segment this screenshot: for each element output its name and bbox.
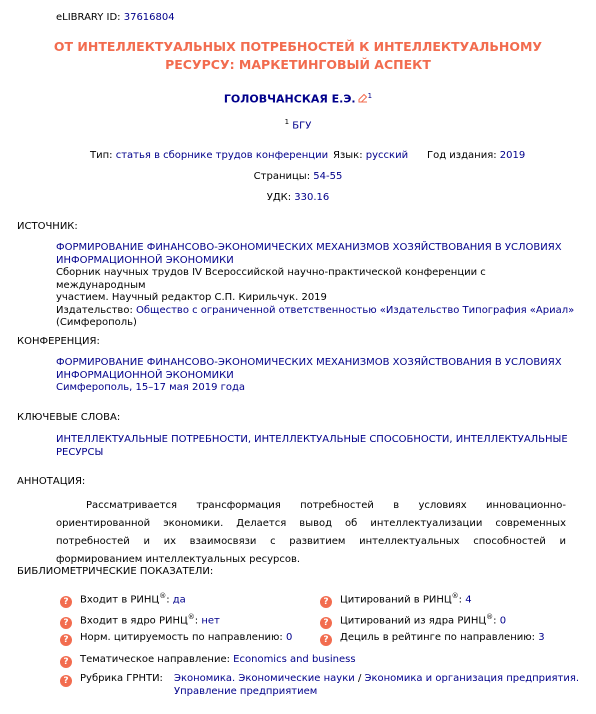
meta-pages xyxy=(0,171,596,182)
grnti-separator: / xyxy=(354,673,365,684)
article-title-line2: РЕСУРСУ: МАРКЕТИНГОВЫЙ АСПЕКТ xyxy=(165,57,431,72)
article-title xyxy=(0,38,596,74)
metric-norm-label: Норм. цитируемость по направлению: xyxy=(80,632,283,643)
meta-year xyxy=(427,150,525,161)
metric-rinc-value: да xyxy=(172,594,186,606)
metric-topic xyxy=(60,654,356,668)
elibrary-id-label: eLIBRARY ID: xyxy=(56,12,121,23)
registered-mark: ® xyxy=(451,592,459,600)
meta-year-value: 2019 xyxy=(499,150,526,161)
metric-decile-label: Дециль в рейтинге по направлению: xyxy=(340,632,536,643)
metric-decile-value: 3 xyxy=(538,632,545,643)
abstract-text: Рассматривается трансформация потребностей в условиях инновационно-ориентированной экономики. Делается вывод об интеллектуализации современных потребностей и их взаимосвязи с развитием интеллектуальных способностей и формированием интеллектуальных ресурсов. xyxy=(56,500,566,565)
meta-type-value: статья в сборнике трудов конференции xyxy=(115,150,329,161)
metric-cit-core-value: 0 xyxy=(499,615,507,627)
meta-type xyxy=(90,150,328,161)
meta-udk xyxy=(0,192,596,203)
source-publisher-label: Издательство: xyxy=(56,304,133,316)
conference-block xyxy=(56,357,576,395)
metric-cit-rinc: ? Цитирований в РИНЦ®: 4 xyxy=(320,592,472,608)
abstract-heading: АННОТАЦИЯ: xyxy=(17,476,86,487)
elibrary-id-value: 37616804 xyxy=(123,12,175,23)
meta-year-label: Год издания: xyxy=(427,150,497,161)
registered-mark: ® xyxy=(486,613,494,621)
metric-core: ? Входит в ядро РИНЦ®: нет xyxy=(60,613,220,629)
source-block xyxy=(56,242,576,330)
keywords-line2[interactable]: РЕСУРСЫ xyxy=(56,446,104,458)
meta-pages-label: Страницы: xyxy=(253,171,311,182)
metric-topic-label: Тематическое направление: xyxy=(80,654,230,665)
metric-cit-rinc-label: Цитирований в РИНЦ xyxy=(340,594,452,606)
source-publisher-link[interactable]: Общество с ограниченной ответственностью «Издательство Типография «Ариал» xyxy=(136,304,575,316)
grnti-values xyxy=(174,673,579,698)
metric-cit-core-label: Цитирований из ядра РИНЦ xyxy=(340,615,487,627)
help-icon[interactable]: ? xyxy=(60,656,72,668)
meta-pages-value: 54-55 xyxy=(313,171,343,182)
meta-lang xyxy=(333,150,408,161)
meta-udk-value: 330.16 xyxy=(294,192,330,203)
source-title-link[interactable] xyxy=(56,242,576,267)
help-icon[interactable]: ? xyxy=(60,634,72,646)
help-icon[interactable]: ? xyxy=(320,596,332,608)
source-desc-line1: Сборник научных трудов IV Всероссийской научно-практической конференции с международным xyxy=(56,267,486,291)
grnti-link-enterprise-cont[interactable]: Управление предприятием xyxy=(174,685,318,697)
metric-decile xyxy=(320,632,545,646)
grnti-link-enterprise[interactable]: Экономика и организация предприятия. xyxy=(364,673,580,684)
metric-topic-link[interactable]: Economics and business xyxy=(233,654,356,665)
article-title-line1: ОТ ИНТЕЛЛЕКТУАЛЬНЫХ ПОТРЕБНОСТЕЙ К ИНТЕЛЛЕКТУАЛЬНОМУ xyxy=(53,39,543,54)
author-affiliation-sup: 1 xyxy=(367,92,373,100)
meta-lang-value: русский xyxy=(365,150,409,161)
keywords-heading: КЛЮЧЕВЫЕ СЛОВА: xyxy=(17,412,121,423)
conference-title-line2: ИНФОРМАЦИОННОЙ ЭКОНОМИКИ xyxy=(56,369,234,381)
source-publisher xyxy=(56,305,576,330)
grnti-link-economics[interactable]: Экономика. Экономические науки xyxy=(174,673,355,684)
meta-type-label: Тип: xyxy=(90,150,113,161)
metric-core-label: Входит в ядро РИНЦ xyxy=(80,615,188,627)
help-icon[interactable]: ? xyxy=(320,617,332,629)
source-heading: ИСТОЧНИК: xyxy=(17,221,78,232)
source-title-line2: ИНФОРМАЦИОННОЙ ЭКОНОМИКИ xyxy=(56,254,234,266)
keywords-block[interactable] xyxy=(56,434,576,459)
meta-udk-label: УДК: xyxy=(266,192,292,203)
meta-lang-label: Язык: xyxy=(333,150,363,161)
source-title-line1: ФОРМИРОВАНИЕ ФИНАНСОВО-ЭКОНОМИЧЕСКИХ МЕХАНИЗМОВ ХОЗЯЙСТВОВАНИЯ В УСЛОВИЯХ xyxy=(56,242,562,253)
metric-cit-rinc-value[interactable]: 4 xyxy=(465,594,472,606)
edit-author-icon[interactable] xyxy=(358,93,368,103)
help-icon[interactable]: ? xyxy=(60,596,72,608)
metric-rinc: ? Входит в РИНЦ®: да xyxy=(60,592,186,608)
registered-mark: ® xyxy=(187,613,195,621)
source-desc-line2: участием. Научный редактор С.П. Кирильчук. 2019 xyxy=(56,292,327,303)
biblio-heading: БИБЛИОМЕТРИЧЕСКИЕ ПОКАЗАТЕЛИ: xyxy=(17,566,214,577)
metric-grnti xyxy=(60,673,163,687)
affiliation-row xyxy=(0,118,596,131)
conference-title-line1: ФОРМИРОВАНИЕ ФИНАНСОВО-ЭКОНОМИЧЕСКИХ МЕХАНИЗМОВ ХОЗЯЙСТВОВАНИЯ В УСЛОВИЯХ xyxy=(56,357,562,368)
conference-place-date: Симферополь, 15–17 мая 2019 года xyxy=(56,382,246,393)
author-row xyxy=(0,92,596,105)
affiliation-name[interactable]: БГУ xyxy=(292,120,312,132)
source-desc xyxy=(56,267,576,305)
help-icon[interactable]: ? xyxy=(60,675,72,687)
metric-norm xyxy=(60,632,292,646)
metric-norm-value: 0 xyxy=(285,632,293,643)
conference-title-link[interactable] xyxy=(56,357,576,382)
keywords-line1[interactable]: ИНТЕЛЛЕКТУАЛЬНЫЕ ПОТРЕБНОСТИ, ИНТЕЛЛЕКТУАЛЬНЫЕ СПОСОБНОСТИ, ИНТЕЛЛЕКТУАЛЬНЫЕ xyxy=(56,434,568,445)
affiliation-sup: 1 xyxy=(284,118,290,126)
registered-mark: ® xyxy=(159,592,167,600)
conference-heading: КОНФЕРЕНЦИЯ: xyxy=(17,336,100,347)
elibrary-id-row xyxy=(56,12,175,23)
author-link[interactable]: ГОЛОВЧАНСКАЯ Е.Э. xyxy=(223,92,356,106)
metric-rinc-label: Входит в РИНЦ xyxy=(80,594,160,606)
metric-grnti-label: Рубрика ГРНТИ: xyxy=(80,673,163,684)
source-publisher-city: (Симферополь) xyxy=(56,317,137,328)
metric-core-value: нет xyxy=(201,615,220,627)
help-icon[interactable]: ? xyxy=(60,617,72,629)
help-icon[interactable]: ? xyxy=(320,634,332,646)
metric-cit-core: ? Цитирований из ядра РИНЦ®: 0 xyxy=(320,613,506,629)
